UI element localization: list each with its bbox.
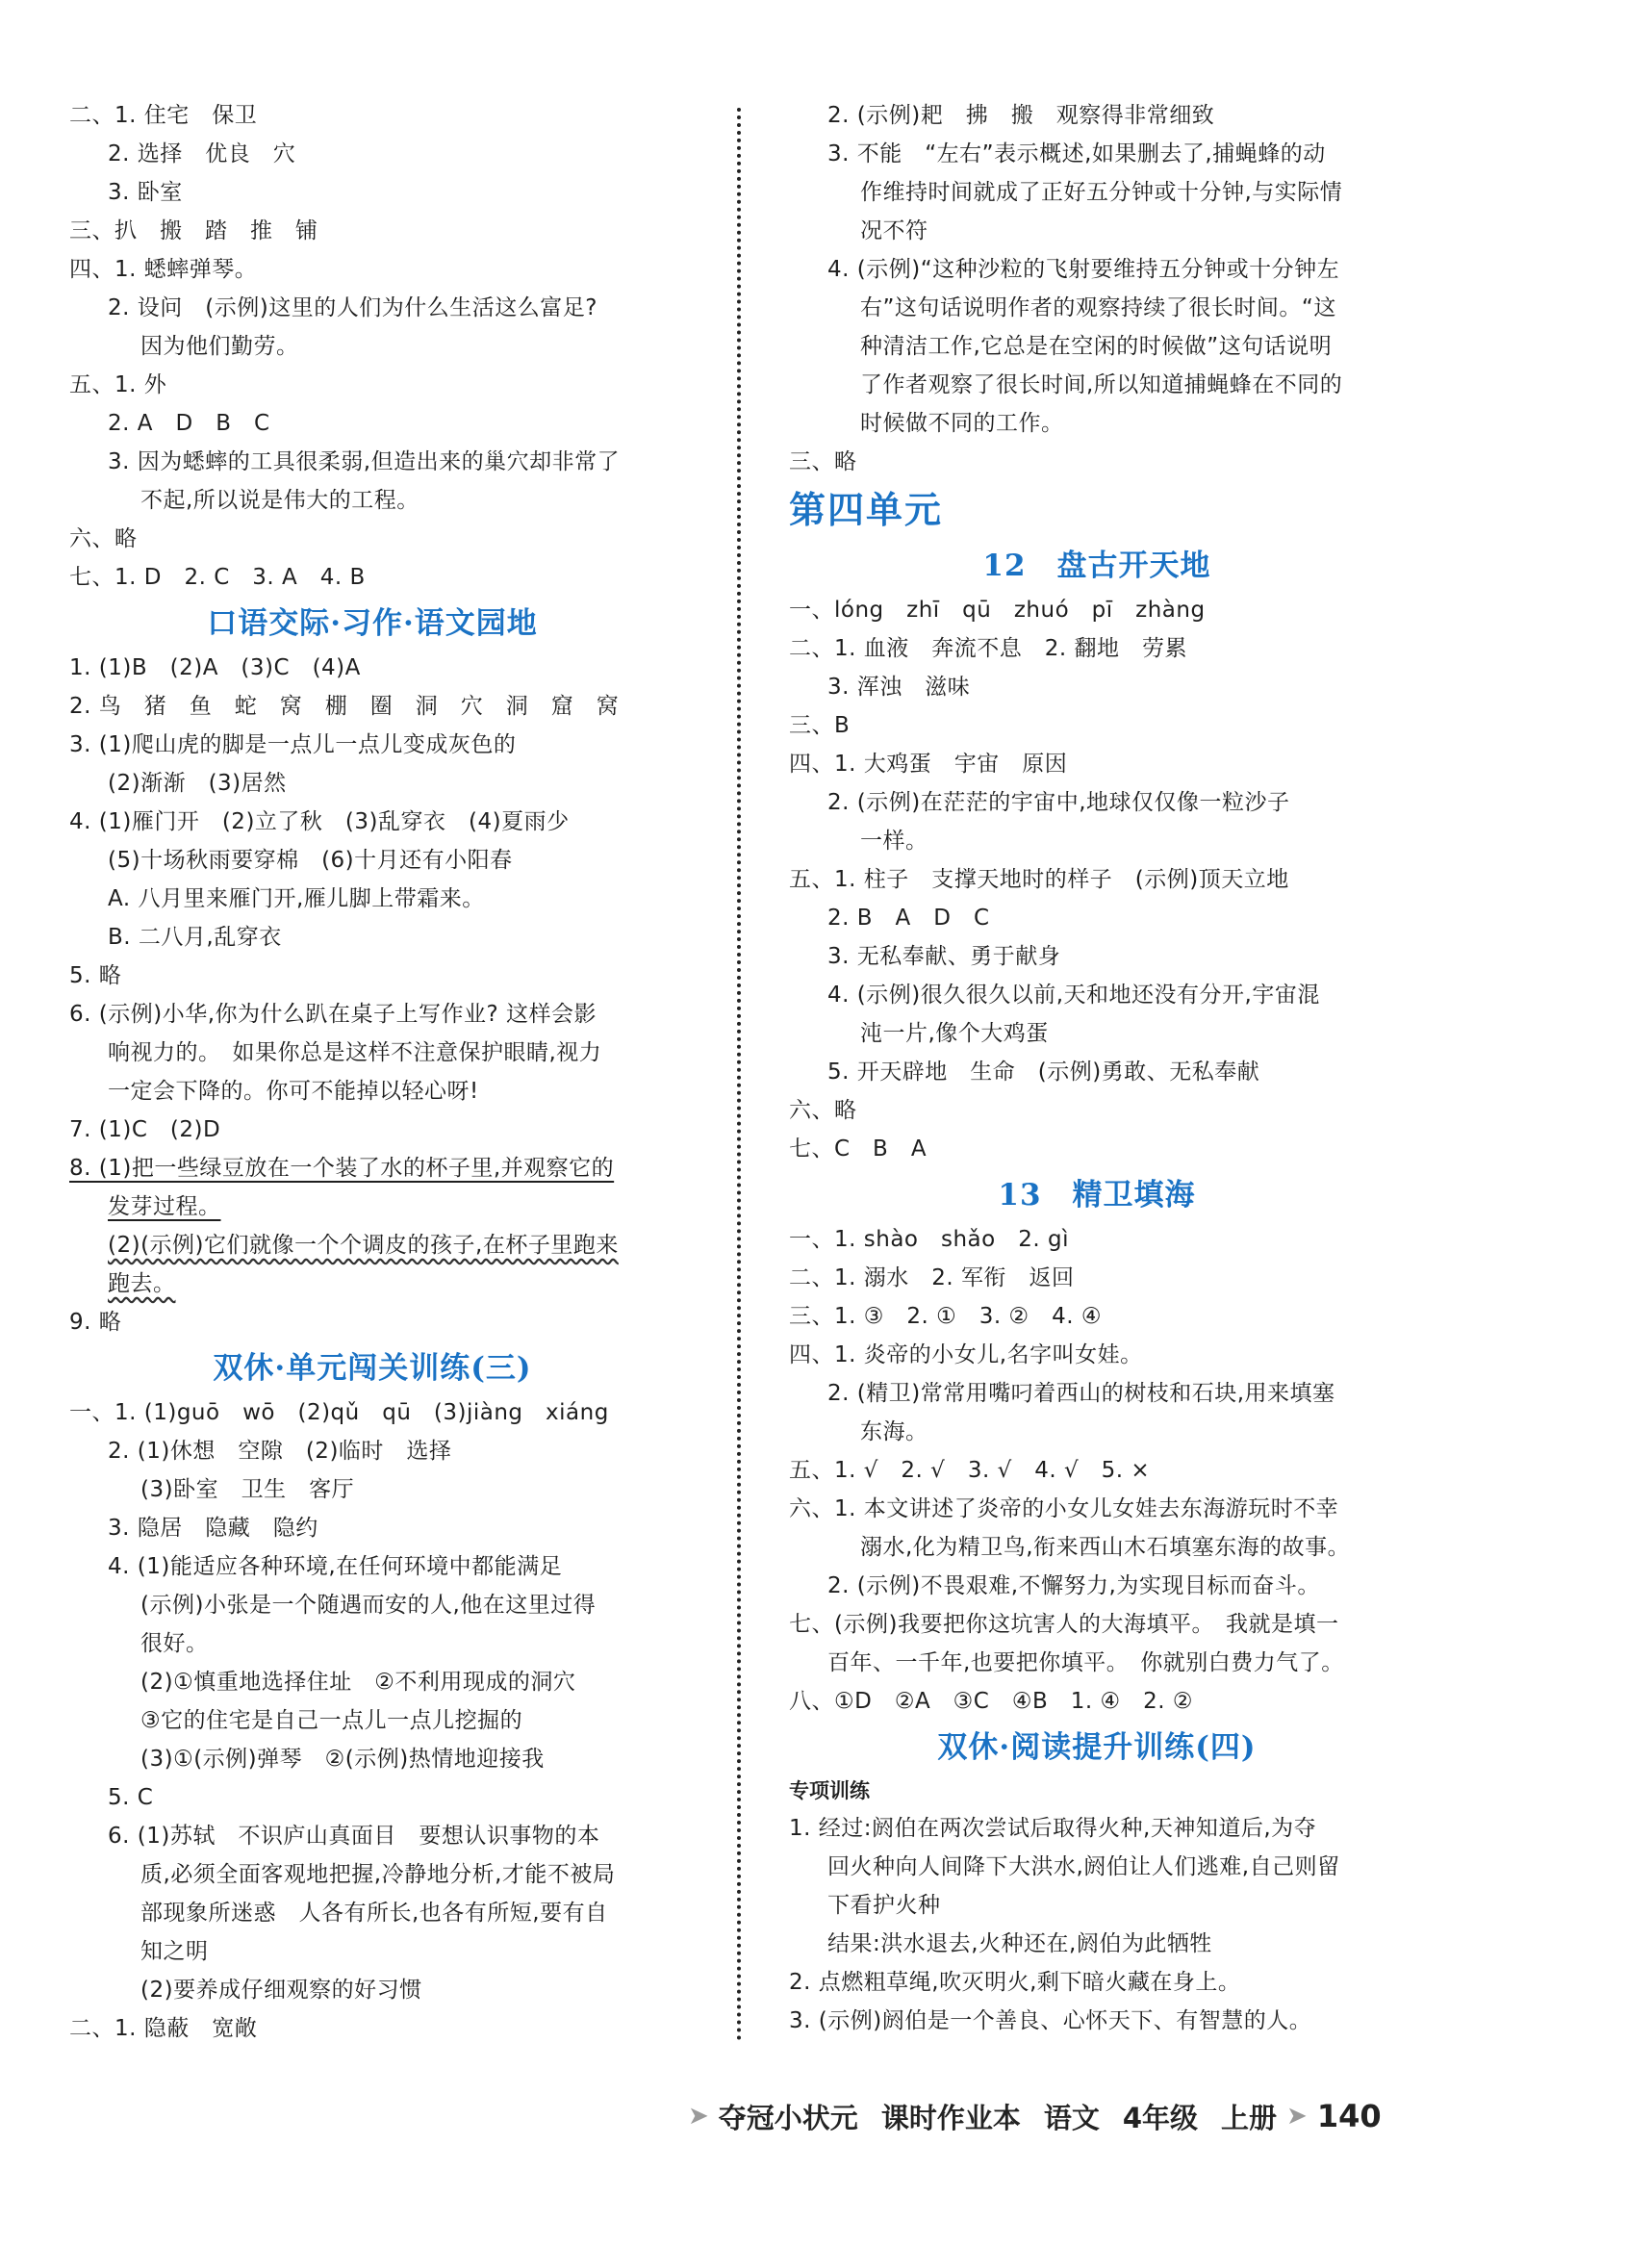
- answer-line: 七、1. D 2. C 3. A 4. B: [69, 565, 366, 590]
- answer-line: 2. (示例)在茫茫的宇宙中,地球仅仅像一粒沙子: [827, 790, 1290, 815]
- answer-line: 种清洁工作,它总是在空闲的时候做”这句话说明: [860, 334, 1333, 359]
- page-footer: [688, 2092, 1382, 2140]
- wavy-underlined-text: 跑去。: [108, 1271, 176, 1296]
- answer-line: 三、1. ③ 2. ① 3. ② 4. ④: [789, 1304, 1102, 1329]
- answer-line: 3. (示例)阏伯是一个善良、心怀天下、有智慧的人。: [789, 2008, 1312, 2033]
- answer-line: 作维持时间就成了正好五分钟或十分钟,与实际情: [860, 180, 1343, 205]
- answer-line: 四、1. 大鸡蛋 宇宙 原因: [789, 752, 1068, 777]
- answer-line: 6. (示例)小华,你为什么趴在桌子上写作业? 这样会影: [69, 1002, 597, 1027]
- answer-line: 百年、一千年,也要把你填平。 你就别白费力气了。: [827, 1650, 1344, 1675]
- answer-line: 七、(示例)我要把你这坑害人的大海填平。 我就是填一: [789, 1612, 1339, 1637]
- footer-book: 课时作业本: [880, 2101, 1021, 2134]
- footer-grade: 4年级: [1122, 2101, 1199, 2134]
- answer-line: 二、1. 血液 奔流不息 2. 翻地 劳累: [789, 636, 1188, 661]
- answer-line: 一、1. shào shǎo 2. gì: [789, 1227, 1069, 1252]
- answer-line: 一、lóng zhī qū zhuó pī zhàng: [789, 598, 1206, 623]
- answer-line: 六、略: [789, 1098, 857, 1123]
- answer-line: 质,必须全面客观地把握,冷静地分析,才能不被局: [140, 1862, 616, 1887]
- answer-line: 一定会下降的。你可不能掉以轻心呀!: [108, 1079, 479, 1104]
- answer-line: 不起,所以说是伟大的工程。: [140, 488, 419, 513]
- answer-line: 六、略: [69, 526, 138, 551]
- answer-line: 3. 无私奉献、勇于献身: [827, 944, 1061, 969]
- answer-line: 4. (示例)很久很久以前,天和地还没有分开,宇宙混: [827, 983, 1320, 1008]
- answer-line: 3. 因为蟋蟀的工具很柔弱,但造出来的巢穴却非常了: [108, 449, 621, 474]
- answer-line: 2. 设问 (示例)这里的人们为什么生活这么富足?: [108, 295, 597, 320]
- answer-line: [69, 1149, 675, 1187]
- answer-line: (3)卧室 卫生 客厅: [140, 1477, 355, 1502]
- underlined-text: 发芽过程。: [108, 1194, 221, 1219]
- answer-line: 三、扒 搬 踏 推 铺: [69, 218, 318, 243]
- answer-line: (2)要养成仔细观察的好习惯: [140, 1978, 422, 2003]
- answer-line: 况不符: [860, 218, 928, 243]
- column-divider: [737, 108, 741, 2042]
- answer-line: 沌一片,像个大鸡蛋: [860, 1021, 1049, 1046]
- answer-line: 了作者观察了很长时间,所以知道捕蝇蜂在不同的: [860, 372, 1343, 397]
- answer-line: 2. (示例)耙 拂 搬 观察得非常细致: [827, 103, 1215, 128]
- right-column: [789, 96, 1405, 2040]
- answer-line: 结果:洪水退去,火种还在,阏伯为此牺牲: [827, 1931, 1212, 1956]
- answer-line: 1. (1)B (2)A (3)C (4)A: [69, 655, 361, 680]
- footer-subject: 语文: [1043, 2101, 1100, 2134]
- answer-line: 下看护火种: [827, 1893, 941, 1918]
- answer-line: 2. 选择 优良 穴: [108, 141, 296, 166]
- answer-line: 4. (1)雁门开 (2)立了秋 (3)乱穿衣 (4)夏雨少: [69, 809, 570, 834]
- answer-line: 3. 卧室: [108, 180, 183, 205]
- answer-line: 右”这句话说明作者的观察持续了很长时间。“这: [860, 295, 1336, 320]
- answer-line: 二、1. 溺水 2. 军衔 返回: [789, 1265, 1075, 1290]
- answer-line: 2. A D B C: [108, 411, 270, 436]
- answer-line: 3. 隐居 隐藏 隐约: [108, 1516, 318, 1541]
- answer-line: 因为他们勤劳。: [140, 334, 299, 359]
- answer-line: 3. 不能 “左右”表示概述,如果删去了,捕蝇蜂的动: [827, 141, 1326, 166]
- answer-line: 1. 经过:阏伯在两次尝试后取得火种,天神知道后,为夺: [789, 1816, 1317, 1841]
- answer-line: 五、1. √ 2. √ 3. √ 4. √ 5. ×: [789, 1458, 1151, 1483]
- answer-line: 响视力的。 如果你总是这样不注意保护眼睛,视力: [108, 1040, 602, 1065]
- answer-line: 2. (示例)不畏艰难,不懈努力,为实现目标而奋斗。: [827, 1573, 1320, 1598]
- footer-arrow-icon: ➤: [688, 2102, 709, 2131]
- unit-title: 第四单元: [789, 488, 944, 531]
- section-heading: 双休·阅读提升训练(四): [937, 1730, 1257, 1765]
- footer-volume: 上册: [1221, 2101, 1278, 2134]
- answer-line: 3. (1)爬山虎的脚是一点儿一点儿变成灰色的: [69, 732, 517, 757]
- section-heading: 12 盘古开天地: [982, 549, 1211, 583]
- answer-line: 很好。: [140, 1631, 209, 1656]
- answer-line: [69, 1187, 675, 1226]
- wavy-underlined-text: (2)(示例)它们就像一个个调皮的孩子,在杯子里跑来: [108, 1233, 619, 1258]
- answer-line: (2)渐渐 (3)居然: [108, 771, 287, 796]
- subsection-label: 专项训练: [789, 1779, 870, 1802]
- answer-line: 溺水,化为精卫鸟,衔来西山木石填塞东海的故事。: [860, 1535, 1351, 1560]
- answer-line: A. 八月里来雁门开,雁儿脚上带霜来。: [108, 886, 485, 911]
- answer-line: (5)十场秋雨要穿棉 (6)十月还有小阳春: [108, 848, 513, 873]
- section-heading: 口语交际·习作·语文园地: [207, 606, 538, 641]
- left-column: [69, 96, 675, 2048]
- answer-line: 5. 略: [69, 963, 122, 988]
- section-heading: 13 精卫填海: [998, 1178, 1196, 1213]
- answer-line: 回火种向人间降下大洪水,阏伯让人们逃难,自己则留: [827, 1854, 1340, 1879]
- answer-line: 4. (1)能适应各种环境,在任何环境中都能满足: [108, 1554, 563, 1579]
- answer-line: 六、1. 本文讲述了炎帝的小女儿女娃去东海游玩时不幸: [789, 1496, 1339, 1521]
- answer-line: 八、①D ②A ③C ④B 1. ④ 2. ②: [789, 1689, 1194, 1714]
- answer-line: 7. (1)C (2)D: [69, 1117, 221, 1142]
- answer-line: 七、C B A: [789, 1136, 928, 1162]
- answer-line: ③它的住宅是自己一点儿一点儿挖掘的: [140, 1708, 523, 1733]
- answer-line: 5. C: [108, 1785, 154, 1810]
- answer-line: 四、1. 炎帝的小女儿,名字叫女娃。: [789, 1342, 1143, 1367]
- answer-line: 部现象所迷惑 人各有所长,也各有所短,要有自: [140, 1901, 608, 1926]
- answer-line: (2)①慎重地选择住址 ②不利用现成的洞穴: [140, 1670, 576, 1695]
- answer-line: 6. (1)苏轼 不识庐山真面目 要想认识事物的本: [108, 1824, 600, 1849]
- answer-line: 五、1. 外: [69, 372, 167, 397]
- answer-line: 三、B: [789, 713, 851, 738]
- answer-line: 东海。: [860, 1419, 928, 1444]
- answer-line: B. 二八月,乱穿衣: [108, 925, 282, 950]
- answer-line: 2. B A D C: [827, 906, 990, 931]
- underlined-text: 8. (1)把一些绿豆放在一个装了水的杯子里,并观察它的: [69, 1156, 615, 1181]
- answer-line: 五、1. 柱子 支撑天地时的样子 (示例)顶天立地: [789, 867, 1289, 892]
- footer-arrow-icon: ➤: [1286, 2102, 1308, 2131]
- answer-line: 四、1. 蟋蟀弹琴。: [69, 257, 258, 282]
- answer-line: 4. (示例)“这种沙粒的飞射要维持五分钟或十分钟左: [827, 257, 1340, 282]
- answer-line: 2. 鸟 猪 鱼 蛇 窝 棚 圈 洞 穴 洞 窟 窝: [69, 694, 620, 719]
- answer-line: 一、1. (1)guō wō (2)qǔ qū (3)jiàng xiáng: [69, 1400, 609, 1425]
- answer-line: [69, 1226, 675, 1264]
- page-number: 140: [1316, 2098, 1382, 2134]
- answer-line: 一样。: [860, 829, 928, 854]
- section-heading: 双休·单元闯关训练(三): [213, 1351, 532, 1386]
- footer-brand: 夺冠小状元: [718, 2101, 858, 2134]
- answer-line: 9. 略: [69, 1310, 122, 1335]
- answer-line: 二、1. 隐蔽 宽敞: [69, 2016, 258, 2041]
- answer-line: 2. (精卫)常常用嘴叼着西山的树枝和石块,用来填塞: [827, 1381, 1335, 1406]
- answer-line: 2. (1)休想 空隙 (2)临时 选择: [108, 1439, 452, 1464]
- answer-line: (3)①(示例)弹琴 ②(示例)热情地迎接我: [140, 1747, 545, 1772]
- answer-line: 时候做不同的工作。: [860, 411, 1064, 436]
- answer-line: (示例)小张是一个随遇而安的人,他在这里过得: [140, 1593, 597, 1618]
- answer-line: 3. 浑浊 滋味: [827, 675, 971, 700]
- answer-line: [69, 1264, 675, 1303]
- answer-line: 知之明: [140, 1939, 209, 1964]
- answer-line: 2. 点燃粗草绳,吹灭明火,剩下暗火藏在身上。: [789, 1970, 1241, 1995]
- answer-line: 二、1. 住宅 保卫: [69, 103, 258, 128]
- answer-line: 三、略: [789, 449, 857, 474]
- answer-line: 5. 开天辟地 生命 (示例)勇敢、无私奉献: [827, 1060, 1260, 1085]
